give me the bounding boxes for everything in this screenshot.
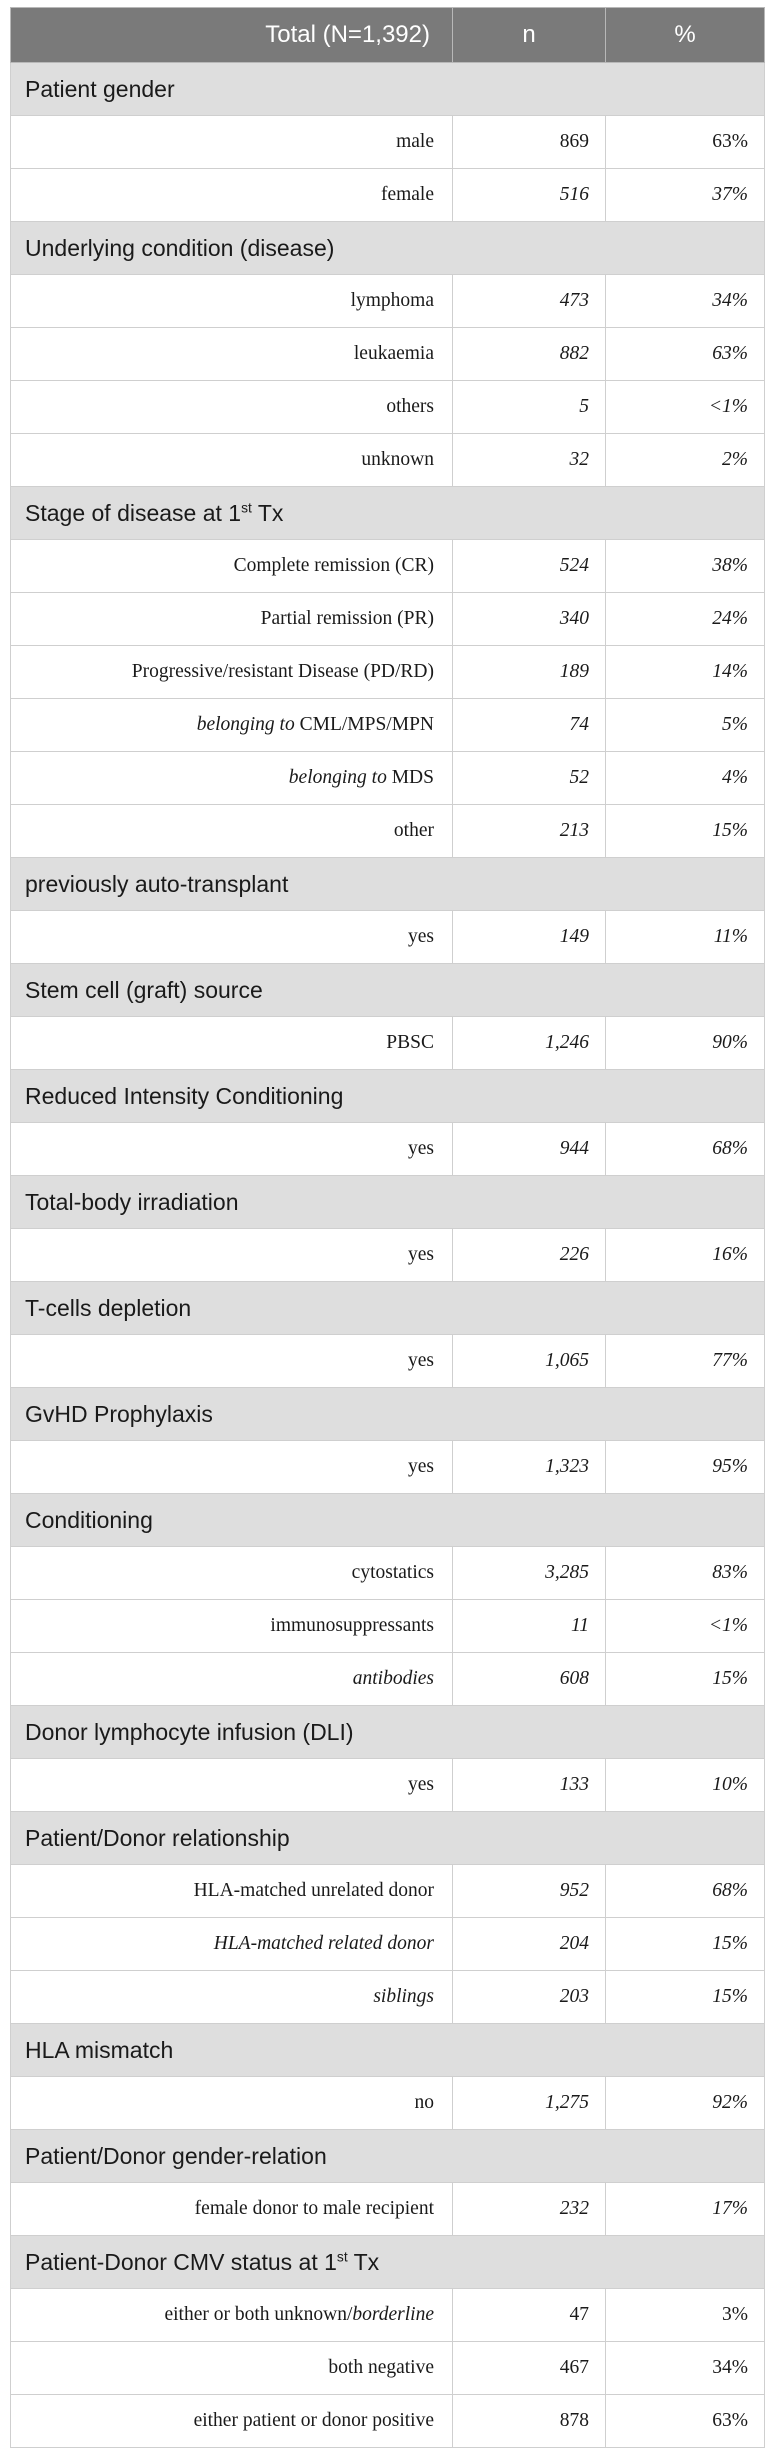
row-label-cell xyxy=(11,1653,453,1706)
row-percent: 68% xyxy=(606,1123,765,1176)
section-title-text: Donor lymphocyte infusion (DLI) xyxy=(25,1718,354,1745)
header-percent: % xyxy=(606,8,765,63)
row-percent: 2% xyxy=(606,434,765,487)
section-title xyxy=(11,1282,765,1335)
section-title-text: Patient/Donor gender-relation xyxy=(25,2142,327,2169)
row-count: 467 xyxy=(453,2342,606,2395)
section-header-row xyxy=(11,487,765,540)
row-percent: 77% xyxy=(606,1335,765,1388)
row-count: 11 xyxy=(453,1600,606,1653)
section-title xyxy=(11,1706,765,1759)
section-title-suffix: Tx xyxy=(347,2248,380,2275)
table-body xyxy=(11,63,765,2448)
row-percent: <1% xyxy=(606,1600,765,1653)
row-count: 52 xyxy=(453,752,606,805)
row-percent: 14% xyxy=(606,646,765,699)
section-title xyxy=(11,1388,765,1441)
row-count: 1,323 xyxy=(453,1441,606,1494)
table-row xyxy=(11,1017,765,1070)
row-percent: 11% xyxy=(606,911,765,964)
row-count: 1,246 xyxy=(453,1017,606,1070)
table-row xyxy=(11,593,765,646)
section-title-text: HLA mismatch xyxy=(25,2036,174,2063)
row-percent: 16% xyxy=(606,1229,765,1282)
row-label: female xyxy=(380,184,434,205)
row-label: yes xyxy=(408,1456,434,1477)
row-label: Progressive/resistant Disease (PD/RD) xyxy=(131,661,434,682)
row-percent: 95% xyxy=(606,1441,765,1494)
row-label-cell xyxy=(11,1229,453,1282)
row-count: 473 xyxy=(453,275,606,328)
row-label-cell xyxy=(11,1600,453,1653)
row-label-cell xyxy=(11,2183,453,2236)
row-label-cell xyxy=(11,275,453,328)
table-row xyxy=(11,1441,765,1494)
row-label-cell xyxy=(11,1547,453,1600)
row-label-cell xyxy=(11,169,453,222)
section-title xyxy=(11,2024,765,2077)
table-row xyxy=(11,1229,765,1282)
section-header-row xyxy=(11,222,765,275)
table-row xyxy=(11,1123,765,1176)
row-label: other xyxy=(393,820,434,841)
section-title-suffix: Tx xyxy=(251,499,284,526)
row-label-prefix: belonging to xyxy=(288,767,387,788)
table-row xyxy=(11,1759,765,1812)
header-total: Total (N=1,392) xyxy=(11,8,453,63)
section-title xyxy=(11,964,765,1017)
section-header-row xyxy=(11,1706,765,1759)
table-row xyxy=(11,2342,765,2395)
row-percent: 34% xyxy=(606,2342,765,2395)
row-label-cell xyxy=(11,540,453,593)
section-header-row xyxy=(11,1494,765,1547)
row-label: MDS xyxy=(391,767,434,788)
table-row xyxy=(11,2183,765,2236)
section-title xyxy=(11,1176,765,1229)
row-percent: 24% xyxy=(606,593,765,646)
row-label-cell xyxy=(11,646,453,699)
section-header-row xyxy=(11,1070,765,1123)
row-label: PBSC xyxy=(386,1032,434,1053)
row-percent: 63% xyxy=(606,328,765,381)
row-label-cell xyxy=(11,1971,453,2024)
row-label-cell xyxy=(11,805,453,858)
table-row xyxy=(11,1653,765,1706)
row-label: Complete remission (CR) xyxy=(233,555,434,576)
section-title-text: T-cells depletion xyxy=(25,1294,192,1321)
header-n: n xyxy=(453,8,606,63)
row-count: 204 xyxy=(453,1918,606,1971)
section-title xyxy=(11,1812,765,1865)
row-label: female donor to male recipient xyxy=(194,2198,434,2219)
row-percent: 37% xyxy=(606,169,765,222)
row-percent: 63% xyxy=(606,2395,765,2448)
row-count: 516 xyxy=(453,169,606,222)
table-row xyxy=(11,381,765,434)
section-header-row xyxy=(11,1812,765,1865)
row-count: 5 xyxy=(453,381,606,434)
table-row xyxy=(11,1865,765,1918)
section-title xyxy=(11,2130,765,2183)
table-row xyxy=(11,1918,765,1971)
row-label-cell xyxy=(11,911,453,964)
row-label-cell xyxy=(11,116,453,169)
section-title-superscript: st xyxy=(336,2248,348,2264)
section-title xyxy=(11,2236,765,2289)
row-label: both negative xyxy=(328,2357,434,2378)
section-title-text: Reduced Intensity Conditioning xyxy=(25,1082,344,1109)
row-percent: 5% xyxy=(606,699,765,752)
row-count: 3,285 xyxy=(453,1547,606,1600)
row-label-cell xyxy=(11,328,453,381)
row-percent: 15% xyxy=(606,805,765,858)
row-label-cell xyxy=(11,1441,453,1494)
table-row xyxy=(11,1335,765,1388)
section-title-text: GvHD Prophylaxis xyxy=(25,1400,213,1427)
row-label-cell xyxy=(11,381,453,434)
row-count: 213 xyxy=(453,805,606,858)
table-row xyxy=(11,1547,765,1600)
table-row xyxy=(11,116,765,169)
row-count: 226 xyxy=(453,1229,606,1282)
row-percent: 38% xyxy=(606,540,765,593)
row-count: 878 xyxy=(453,2395,606,2448)
table-row xyxy=(11,805,765,858)
row-count: 608 xyxy=(453,1653,606,1706)
section-header-row xyxy=(11,964,765,1017)
section-title xyxy=(11,1494,765,1547)
row-label: yes xyxy=(408,1244,434,1265)
row-label-cell xyxy=(11,2342,453,2395)
row-label: either or both unknown/ xyxy=(164,2304,353,2325)
row-percent: 17% xyxy=(606,2183,765,2236)
table-row xyxy=(11,646,765,699)
row-count: 944 xyxy=(453,1123,606,1176)
section-title xyxy=(11,858,765,911)
row-percent: 83% xyxy=(606,1547,765,1600)
row-label: others xyxy=(386,396,434,417)
row-label: yes xyxy=(408,1774,434,1795)
section-header-row xyxy=(11,1176,765,1229)
row-label: lymphoma xyxy=(350,290,434,311)
section-title xyxy=(11,1070,765,1123)
row-label: yes xyxy=(408,1350,434,1371)
row-count: 1,275 xyxy=(453,2077,606,2130)
row-count: 149 xyxy=(453,911,606,964)
row-percent: 15% xyxy=(606,1653,765,1706)
row-count: 952 xyxy=(453,1865,606,1918)
row-percent: 4% xyxy=(606,752,765,805)
section-title-superscript: st xyxy=(241,499,252,515)
row-label-cell xyxy=(11,1759,453,1812)
section-header-row xyxy=(11,1282,765,1335)
row-label: HLA-matched related donor xyxy=(213,1933,434,1954)
section-title-text: previously auto-transplant xyxy=(25,870,289,897)
row-label: either patient or donor positive xyxy=(193,2410,434,2431)
section-header-row xyxy=(11,858,765,911)
row-label: leukaemia xyxy=(353,343,434,364)
row-count: 882 xyxy=(453,328,606,381)
row-label: unknown xyxy=(361,449,434,470)
row-count: 74 xyxy=(453,699,606,752)
row-label: antibodies xyxy=(352,1668,434,1689)
row-label-cell xyxy=(11,1918,453,1971)
row-label-cell xyxy=(11,699,453,752)
table-row xyxy=(11,2289,765,2342)
row-label: male xyxy=(396,131,434,152)
row-count: 189 xyxy=(453,646,606,699)
row-label-cell xyxy=(11,752,453,805)
section-title-text: Underlying condition (disease) xyxy=(25,234,335,261)
row-label-cell xyxy=(11,1865,453,1918)
row-count: 869 xyxy=(453,116,606,169)
row-label-cell xyxy=(11,2289,453,2342)
row-percent: 10% xyxy=(606,1759,765,1812)
table-row xyxy=(11,699,765,752)
section-title-text: Stage of disease at 1 xyxy=(25,499,242,526)
row-percent: 90% xyxy=(606,1017,765,1070)
section-title-text: Patient-Donor CMV status at 1 xyxy=(25,2248,337,2275)
row-label-cell xyxy=(11,593,453,646)
row-label-cell xyxy=(11,1335,453,1388)
row-label-prefix: belonging to xyxy=(196,714,295,735)
table-row xyxy=(11,752,765,805)
row-percent: 3% xyxy=(606,2289,765,2342)
table-row xyxy=(11,1600,765,1653)
row-count: 32 xyxy=(453,434,606,487)
row-percent: 15% xyxy=(606,1918,765,1971)
row-label: siblings xyxy=(373,1986,434,2007)
section-header-row xyxy=(11,2024,765,2077)
table-row xyxy=(11,275,765,328)
row-percent: 34% xyxy=(606,275,765,328)
row-label-suffix: borderline xyxy=(352,2304,434,2325)
row-percent: 63% xyxy=(606,116,765,169)
section-title-text: Patient gender xyxy=(25,75,175,102)
row-label: immunosuppressants xyxy=(270,1615,434,1636)
row-label-cell xyxy=(11,1017,453,1070)
table-header-row xyxy=(11,8,765,63)
section-title-text: Patient/Donor relationship xyxy=(25,1824,290,1851)
row-label: no xyxy=(414,2092,434,2113)
row-label: CML/MPS/MPN xyxy=(299,714,434,735)
section-title-text: Conditioning xyxy=(25,1506,153,1533)
table-row xyxy=(11,169,765,222)
row-percent: <1% xyxy=(606,381,765,434)
characteristics-table xyxy=(10,7,765,2448)
section-title xyxy=(11,222,765,275)
table-row xyxy=(11,911,765,964)
section-header-row xyxy=(11,2236,765,2289)
row-percent: 92% xyxy=(606,2077,765,2130)
row-count: 340 xyxy=(453,593,606,646)
section-header-row xyxy=(11,63,765,116)
row-label-cell xyxy=(11,2077,453,2130)
row-count: 232 xyxy=(453,2183,606,2236)
table-row xyxy=(11,434,765,487)
section-title xyxy=(11,487,765,540)
row-count: 133 xyxy=(453,1759,606,1812)
row-count: 47 xyxy=(453,2289,606,2342)
table-row xyxy=(11,540,765,593)
row-label: yes xyxy=(408,1138,434,1159)
table-row xyxy=(11,1971,765,2024)
row-label: Partial remission (PR) xyxy=(260,608,434,629)
row-count: 524 xyxy=(453,540,606,593)
section-header-row xyxy=(11,2130,765,2183)
row-percent: 68% xyxy=(606,1865,765,1918)
row-label-cell xyxy=(11,434,453,487)
row-label: yes xyxy=(408,926,434,947)
row-label-cell xyxy=(11,1123,453,1176)
section-title-text: Total-body irradiation xyxy=(25,1188,239,1215)
row-label: HLA-matched unrelated donor xyxy=(193,1880,434,1901)
row-count: 203 xyxy=(453,1971,606,2024)
section-header-row xyxy=(11,1388,765,1441)
section-title xyxy=(11,63,765,116)
row-label: cytostatics xyxy=(351,1562,434,1583)
row-percent: 15% xyxy=(606,1971,765,2024)
table-row xyxy=(11,2077,765,2130)
section-title-text: Stem cell (graft) source xyxy=(25,976,263,1003)
table-row xyxy=(11,328,765,381)
row-count: 1,065 xyxy=(453,1335,606,1388)
